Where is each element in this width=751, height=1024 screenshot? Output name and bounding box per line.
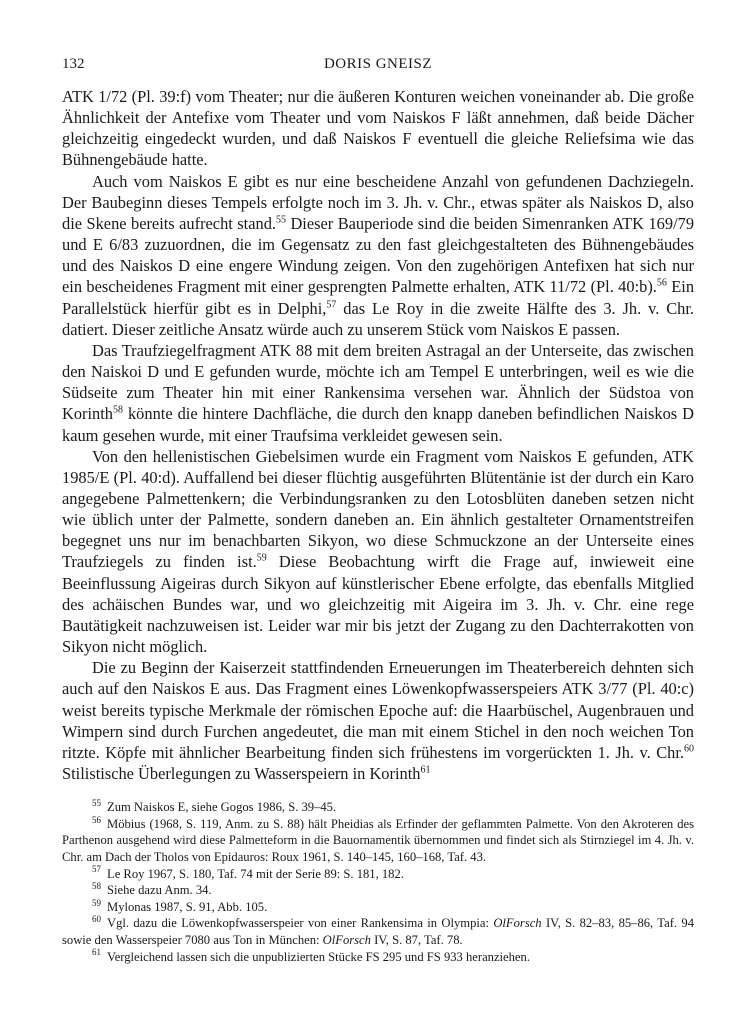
footnote [62, 882, 694, 899]
footnote-reference: 58 [113, 404, 123, 416]
footnote-reference: 61 [420, 764, 431, 776]
footnotes [62, 799, 694, 965]
footnote-reference: 56 [656, 277, 667, 289]
footnote [62, 899, 694, 916]
footnote-text: Zum Naiskos E, siehe Gogos 1986, S. 39–45. [107, 800, 337, 815]
paragraph [62, 86, 694, 171]
footnote [62, 915, 694, 948]
footnote [62, 816, 694, 866]
footnote-text: Mylonas 1987, S. 91, Abb. 105. [107, 899, 268, 914]
paragraph [62, 446, 694, 658]
footnote-body [62, 814, 694, 864]
paragraph-text: Dieser Bauperiode sind die beiden Simenranken ATK 169/79 und E 6/83 zuzuordnen, die im Gegensatz zu den fast gleichgestalteten des Bühnengebäudes und des Naiskos D eine engere Windung zeigen. Von den zugehörigen Antefixen hat sich nur ein bescheidenes Fragment mit einer gesprengten Palmette erhalten, ATK 11/72 (Pl. 40:b). [62, 213, 695, 297]
footnote-number: 59 [92, 897, 101, 908]
paragraph-text: Diese Beobachtung wirft die Frage auf, inwieweit eine Beeinflussung Aigeiras durch Sikyon auf künstlerischer Ebene erfolgte, das ebenfalls Mitglied des achäischen Bundes war, und wo gleichzeitig mit Aigeira im 3. Jh. v. Chr. eine rege Bautätigkeit nachzuweisen ist. Leider war mir bis jetzt der Zugang zu den Dachterrakotten von Sikyon nicht möglich. [62, 552, 694, 657]
footnote-body [62, 916, 694, 947]
footnote-reference: 59 [256, 552, 267, 564]
running-head-author: DORIS GNEISZ [323, 56, 433, 72]
paragraph-text: Stilistische Überlegungen zu Wasserspeiern in Korinth [62, 764, 421, 783]
footnote-text: Vgl. dazu die Löwenkopfwasserspeier von einer Rankensima in Olympia: [107, 916, 494, 931]
paragraph [62, 340, 694, 446]
footnote-text: Le Roy 1967, S. 180, Taf. 74 mit der Serie 89: S. 181, 182. [107, 866, 404, 881]
footnote-text: Möbius (1968, S. 119, Anm. zu S. 88) hält Pheidias als Erfinder der geflammten Palmette. Von den Akroteren des Parthenon ausgehend wird diese Palmetteform in die Bauornamentik übernommen und findet sich als Stirnziegel im 4. Jh. v. Chr. am Dach der Tholos von Epidauros: Roux 1961, S. 140–145, 160–168, Taf. 43. [62, 816, 694, 864]
paragraph [62, 657, 694, 784]
footnote-number: 61 [92, 947, 101, 958]
paragraph-text: Auch vom Naiskos E gibt es nur eine bescheidene Anzahl von gefundenen Dachziegeln. Der Baubeginn dieses Tempels erfolgte noch im 3. Jh. v. Chr., etwas später als Naiskos D, also die Skene bereits aufrecht stand. [62, 171, 694, 233]
footnote-body [107, 883, 212, 897]
paragraph-text: Die zu Beginn der Kaiserzeit stattfindenden Erneuerungen im Theaterbereich dehnten sich auch auf den Naiskos E aus. Das Fragment eines Löwenkopfwasserspeiers ATK 3/77 (Pl. 40:c) weist bereits typische Merkmale der römischen Epoche auf: die Haarbüschel, Augenbrauen und Wimpern sind durch Furchen angedeutet, die man mit einem Stichel in den noch weichen Ton ritzte. Köpfe mit ähnlicher Bearbeitung finden sich frühestens im vorgerückten 1. Jh. v. Chr. [62, 658, 694, 762]
footnote-number: 60 [92, 914, 101, 925]
italic-citation: OlForsch [493, 916, 542, 931]
footnote-body [107, 800, 336, 814]
paragraph [62, 171, 694, 340]
footnote-text: IV, S. 87, Taf. 78. [370, 932, 463, 947]
footnote-reference: 57 [326, 299, 337, 311]
paragraph-text: könnte die hintere Dachfläche, die durch den knapp daneben befindlichen Naiskos D kaum gesehen wurde, mit einer Traufsima verkleidet gewesen sein. [62, 404, 694, 445]
footnote-reference: 55 [276, 214, 286, 226]
footnote-number: 56 [92, 814, 101, 825]
paragraph-text: Das Traufziegelfragment ATK 88 mit dem breiten Astragal an der Unterseite, das zwischen den Naiskoi D und E gefunden wurde, möchte ich am Tempel E unterbringen, weil es wie die Südseite zum Theater hin mit einer Rankensima versehen war. Ähnlich der Südstoa von Korinth [62, 340, 694, 424]
footnote-number: 55 [92, 797, 101, 808]
paragraph-text: ATK 1/72 (Pl. 39:f) vom Theater; nur die äußeren Konturen weichen voneinander ab. Die große Ähnlichkeit der Antefixe vom Theater und vom Naiskos F läßt annehmen, daß beide Dächer gleichzeitig eingedeckt wurden, und daß Naiskos F eventuell die gleiche Reliefsima wie das Bühnengebäude hatte. [62, 87, 694, 170]
book-page [62, 50, 694, 965]
page-number: 132 [62, 56, 85, 72]
footnote-body [107, 900, 267, 914]
paragraph-text: Von den hellenistischen Giebelsimen wurde ein Fragment vom Naiskos E gefunden, ATK 1985/E (Pl. 40:d). Auffallend bei dieser flüchtig ausgeführten Blütentänie ist der durch ein Karo angegebene Palmettenkern; die Verbindungsranken zu den Lotosblüten daneben setzen nicht wie üblich unter der Palmette, sondern daneben an. Ein ähnlich gestalteter Ornamentstreifen begegnet uns nur im benachbarten Sikyon, wo diese Schmuckzone an der Unterseite eines Traufziegels zu finden ist. [62, 446, 694, 572]
footnote-number: 57 [92, 864, 101, 875]
footnote-text: Siehe dazu Anm. 34. [107, 883, 212, 898]
running-head [62, 50, 694, 76]
italic-citation: OlForsch [322, 932, 371, 947]
footnote-body [107, 950, 530, 964]
footnote [62, 866, 694, 883]
footnote-text: Vergleichend lassen sich die unpublizierten Stücke FS 295 und FS 933 heranziehen. [107, 949, 530, 964]
footnote [62, 799, 694, 816]
footnote-reference: 60 [684, 743, 694, 755]
footnote-text: IV, S. 82–83, 85–86, Taf. 94 sowie den Wasserspeier 7080 aus Ton in München: [62, 916, 694, 947]
footnote-body [107, 867, 404, 881]
footnote-number: 58 [92, 880, 101, 891]
paragraph-text: Ein Parallelstück hierfür gibt es in Delphi, [62, 277, 695, 318]
body-text [62, 86, 694, 784]
footnote [62, 949, 694, 966]
paragraph-text: das Le Roy in die zweite Hälfte des 3. Jh. v. Chr. datiert. Dieser zeitliche Ansatz würde auch zu unserem Stück vom Naiskos E passen. [62, 298, 694, 339]
